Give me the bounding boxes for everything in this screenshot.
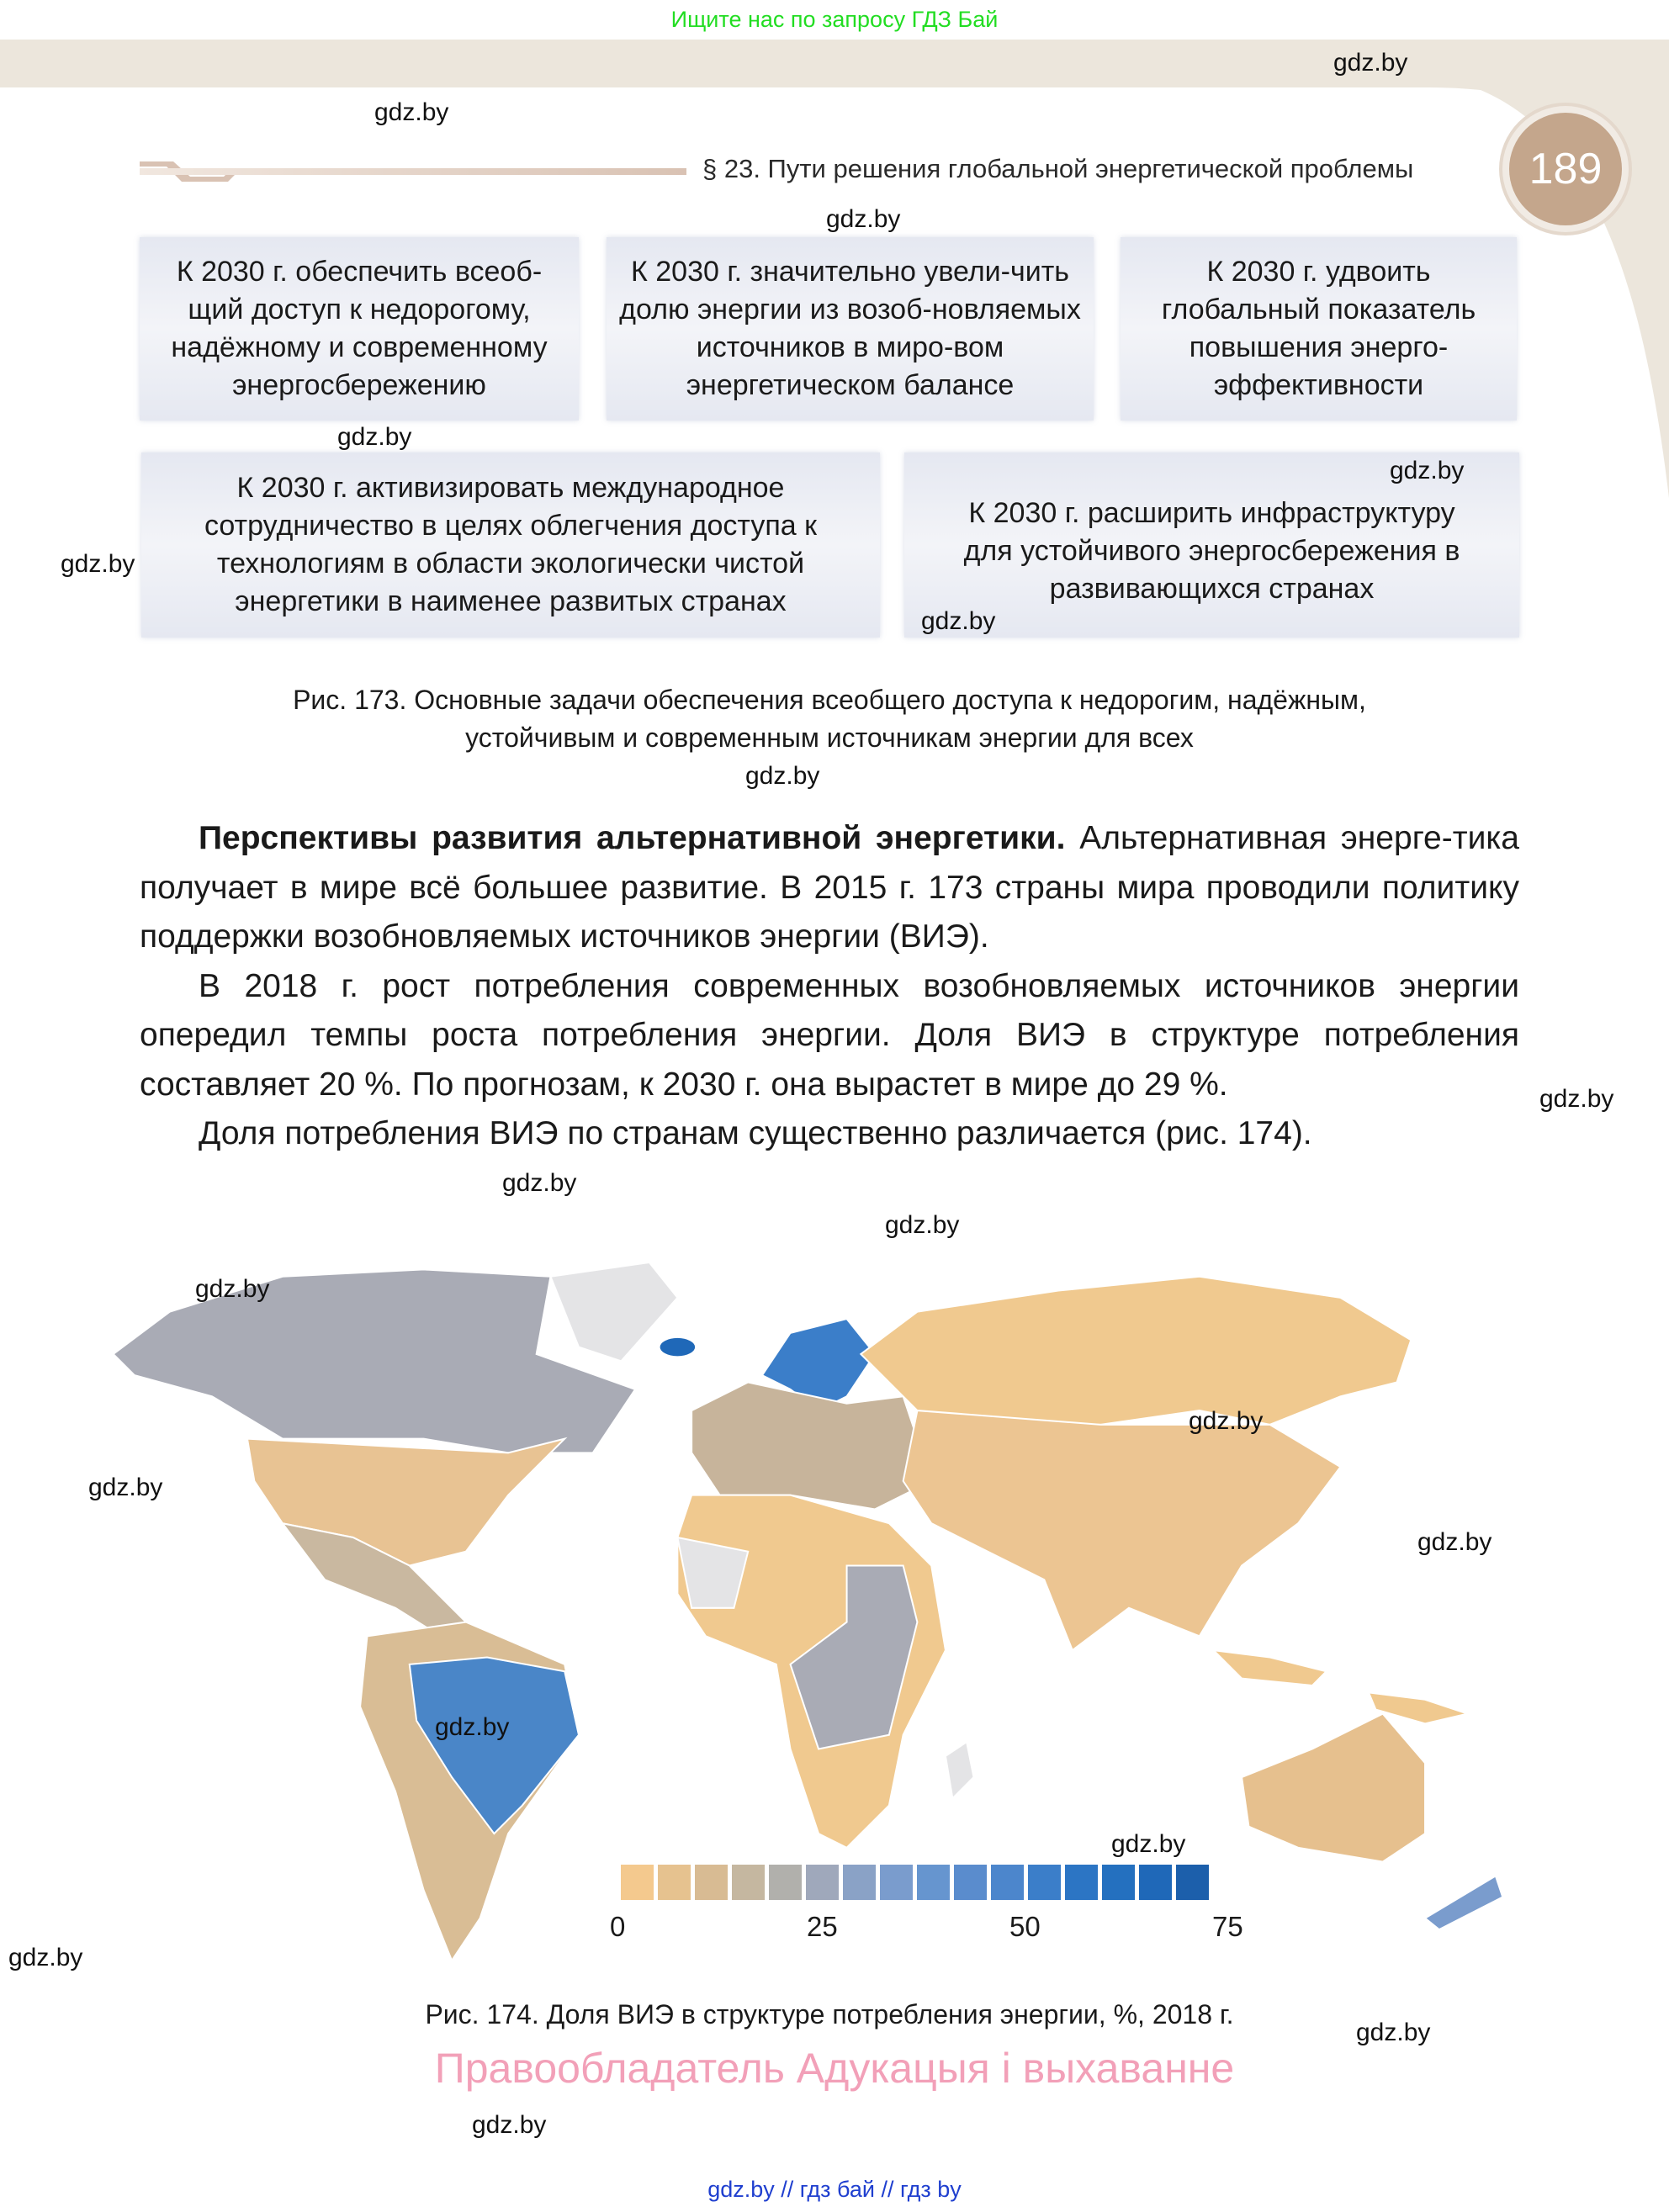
- legend-swatch-3: [732, 1865, 765, 1900]
- map-asia: [903, 1410, 1341, 1650]
- watermark: gdz.by: [337, 423, 412, 451]
- world-map: [106, 1262, 1566, 1961]
- figure-173-caption-line1: Рис. 173. Основные задачи обеспечения всеобщего доступа к недорогим, надёжным,: [293, 685, 1366, 715]
- figure-173-caption-line2: устойчивым и современным источникам энергии для всех: [465, 722, 1194, 753]
- header-band: [0, 40, 1669, 87]
- legend-swatch-9: [954, 1865, 987, 1900]
- paragraph-3: Доля потребления ВИЭ по странам существенно различается (рис. 174).: [199, 1115, 1312, 1151]
- watermark: gdz.by: [1390, 457, 1465, 484]
- watermark: gdz.by: [435, 1713, 510, 1741]
- body-text: [140, 814, 1519, 1159]
- map-europe: [691, 1383, 931, 1510]
- copyright-notice: Правообладатель Адукацыя і выхаванне: [434, 2045, 1235, 2092]
- map-se-asia-islands: [1214, 1650, 1327, 1685]
- watermark: gdz.by: [61, 550, 135, 578]
- watermark: gdz.by: [745, 762, 820, 790]
- watermark: gdz.by: [1356, 2019, 1431, 2046]
- watermark: gdz.by: [1333, 49, 1408, 77]
- goal-box-5: К 2030 г. расширить инфраструктуру для устойчивого энергосбережения в развивающихся странах: [904, 452, 1519, 638]
- section-title: § 23. Пути решения глобальной энергетической проблемы: [702, 154, 1414, 183]
- watermark: gdz.by: [195, 1275, 270, 1303]
- goal-box-2: К 2030 г. значительно увели-чить долю энергии из возоб-новляемых источников в миро-вом энергетическом балансе: [607, 237, 1094, 421]
- legend-swatch-10: [991, 1865, 1024, 1900]
- paragraph-heading: Перспективы развития альтернативной энергетики.: [199, 820, 1066, 856]
- legend-swatch-12: [1065, 1865, 1098, 1900]
- watermark: gdz.by: [374, 98, 449, 126]
- legend-label-0: 0: [610, 1911, 626, 1942]
- legend-swatch-2: [695, 1865, 728, 1900]
- legend-swatch-1: [658, 1865, 691, 1900]
- legend-swatch-11: [1028, 1865, 1061, 1900]
- legend-swatch-4: [769, 1865, 802, 1900]
- legend-swatch-6: [843, 1865, 876, 1900]
- legend-swatch-13: [1102, 1865, 1135, 1900]
- paragraph-2: В 2018 г. рост потребления современных возобновляемых источников энергии опередил темпы роста потребления энергии. Доля ВИЭ в структуре потребления составляет 20 %. По прогнозам, к 2030 г. она вырастет в мире до 29 %.: [140, 967, 1519, 1103]
- legend-label-25: 25: [807, 1911, 838, 1942]
- watermark: gdz.by: [8, 1944, 83, 1971]
- map-russia: [861, 1277, 1411, 1425]
- goal-box-4: К 2030 г. активизировать международное сотрудничество в целях облегчения доступа к технологиям в области экологически чистой энергетики в наименее развитых странах: [141, 452, 880, 638]
- legend-swatch-8: [917, 1865, 950, 1900]
- header-rule: [140, 168, 686, 175]
- watermark: gdz.by: [472, 2111, 547, 2139]
- legend-swatch-15: [1176, 1865, 1209, 1900]
- map-usa: [247, 1439, 564, 1566]
- goal-box-1: К 2030 г. обеспечить всеоб-щий доступ к недорогому, надёжному и современному энергосбережению: [140, 237, 579, 421]
- watermark: gdz.by: [502, 1169, 577, 1197]
- watermark: gdz.by: [1189, 1407, 1264, 1435]
- watermark: gdz.by: [1417, 1528, 1492, 1556]
- page-number: 189: [1509, 113, 1622, 225]
- watermark: gdz.by: [826, 205, 901, 233]
- map-iceland: [660, 1337, 697, 1357]
- map-madagascar: [946, 1742, 974, 1798]
- legend-label-75: 75: [1212, 1911, 1243, 1942]
- map-new-zealand: [1425, 1876, 1502, 1929]
- map-australia: [1242, 1714, 1425, 1862]
- legend-label-50: 50: [1009, 1911, 1041, 1942]
- color-scale-legend: [621, 1865, 1209, 1900]
- paragraph-1: [140, 814, 1519, 962]
- legend-swatch-7: [880, 1865, 913, 1900]
- map-canada: [114, 1269, 635, 1453]
- figure-174-caption: Рис. 174. Доля ВИЭ в структуре потребления энергии, %, 2018 г.: [425, 1999, 1234, 2029]
- footer-links[interactable]: gdz.by // гдз бай // гдз by: [707, 2177, 962, 2202]
- goal-box-3: К 2030 г. удвоить глобальный показатель повышения энерго-эффективности: [1121, 237, 1517, 421]
- legend-swatch-5: [806, 1865, 839, 1900]
- watermark: gdz.by: [88, 1474, 163, 1501]
- legend-swatch-14: [1139, 1865, 1172, 1900]
- watermark: gdz.by: [885, 1211, 960, 1239]
- legend-swatch-0: [621, 1865, 654, 1900]
- watermark: gdz.by: [921, 607, 996, 635]
- watermark: gdz.by: [1539, 1085, 1614, 1113]
- search-banner: Ищите нас по запросу ГДЗ Бай: [670, 7, 999, 32]
- paragraph-1-text: Альтернативная энерге-тика получает в мире всё большее развитие. В 2015 г. 173 страны мира проводили политику поддержки возобновляемых источников энергии (ВИЭ).: [140, 820, 1519, 955]
- watermark: gdz.by: [1111, 1830, 1186, 1858]
